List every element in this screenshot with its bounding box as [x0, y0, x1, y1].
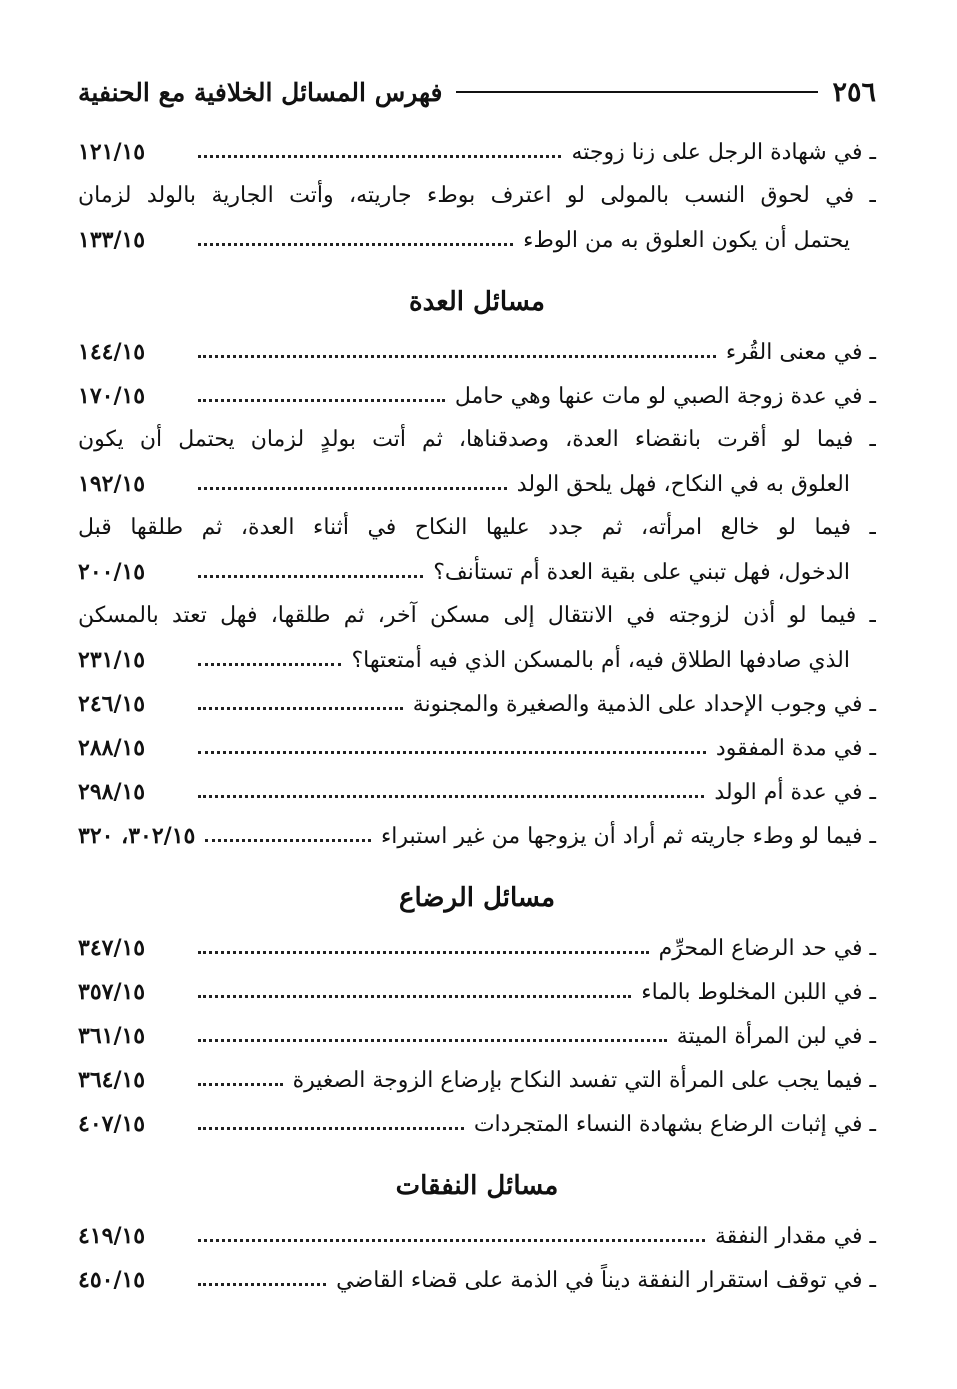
entry-text: ـ في إثبات الرضاع بشهادة النساء المتجردات: [473, 1112, 876, 1137]
index-entry: [78, 462, 876, 506]
dot-leader: [205, 839, 371, 842]
entry-text: العلوق به في النكاح، فهل يلحق الولد: [516, 472, 850, 497]
dot-leader: [198, 355, 716, 358]
entry-text: ـ في وجوب الإحداد على الذمية والصغيرة والمجنونة: [412, 692, 876, 717]
index-entry: [78, 374, 876, 418]
entry-text: ـ في عدة أم الولد: [714, 780, 876, 805]
entry-line: ـ في لحوق النسب بالمولى لو اعترف بوطء جاريته، وأتت الجارية بالولد لزمان: [78, 183, 876, 208]
entry-page-ref: ٣٦١/١٥: [78, 1023, 146, 1049]
index-entry: [78, 1014, 876, 1058]
index-entry: [78, 1214, 876, 1258]
entry-page-ref: ٢٤٦/١٥: [78, 691, 146, 717]
entry-text: الدخول، فهل تبني على بقية العدة أم تستأنف؟: [433, 560, 850, 585]
entry-page-ref: ٣٤٧/١٥: [78, 935, 146, 961]
dot-leader: [198, 995, 631, 998]
entry-text: ـ في توقف استقرار النفقة ديناً في الذمة على قضاء القاضي: [336, 1268, 876, 1293]
dot-leader: [198, 1127, 464, 1130]
dot-leader: [198, 243, 513, 246]
dot-leader: [198, 399, 445, 402]
entry-text: ـ في معنى القُرء: [725, 340, 876, 365]
dot-leader: [198, 1083, 283, 1086]
entry-page-ref: ٢٠٠/١٥: [78, 559, 146, 585]
header-title: فهرس المسائل الخلافية مع الحنفية: [78, 77, 443, 107]
entry-page-ref: ٣٥٧/١٥: [78, 979, 146, 1005]
dot-leader: [198, 1039, 667, 1042]
index-entry: [78, 330, 876, 374]
entry-text: ـ في اللبن المخلوط بالماء: [641, 980, 876, 1005]
dot-leader: [198, 575, 423, 578]
index-entry: [78, 130, 876, 174]
index-entry: [78, 1258, 876, 1302]
entry-text: يحتمل أن يكون العلوق به من الوطء: [523, 228, 850, 253]
dot-leader: [198, 951, 649, 954]
index-entry: [78, 1058, 876, 1102]
dot-leader: [198, 751, 706, 754]
dot-leader: [198, 1283, 326, 1286]
entry-text: ـ في مدة المفقود: [715, 736, 876, 761]
entry-text: ـ في حد الرضاع المحرِّم: [658, 936, 876, 961]
dot-leader: [198, 155, 561, 158]
entry-page-ref: ١٧٠/١٥: [78, 383, 146, 409]
index-entry: [78, 1102, 876, 1146]
entry-page-ref: ٢٨٨/١٥: [78, 735, 146, 761]
index-entry: [78, 726, 876, 770]
section-heading-nafaqat: مسائل النفقات: [395, 1171, 559, 1201]
index-entry: [78, 550, 876, 594]
entry-page-ref: ٣٠٢/١٥، ٣٢٠: [78, 823, 196, 849]
section-heading-idda: مسائل العدة: [409, 287, 545, 317]
entry-text: ـ فيما لو وطء جاريته ثم أراد أن يزوجها من غير استبراء: [380, 824, 876, 849]
entry-page-ref: ٤٠٧/١٥: [78, 1111, 146, 1137]
entry-text: الذي صادفها الطلاق فيه، أم بالمسكن الذي فيه أمتعتها؟: [351, 648, 850, 673]
section-heading-rada: مسائل الرضاع: [398, 883, 556, 913]
entry-page-ref: ١٢١/١٥: [78, 139, 146, 165]
entry-page-ref: ٢٣١/١٥: [78, 647, 146, 673]
index-entry: [78, 970, 876, 1014]
entry-text: ـ في شهادة الرجل على زنا زوجته: [571, 140, 876, 165]
entry-page-ref: ١٩٢/١٥: [78, 471, 146, 497]
index-content: [78, 130, 876, 1302]
running-header: [78, 72, 876, 112]
entry-page-ref: ٣٦٤/١٥: [78, 1067, 146, 1093]
index-entry: [78, 926, 876, 970]
dot-leader: [198, 487, 507, 490]
index-entry: [78, 638, 876, 682]
index-entry: [78, 682, 876, 726]
entry-line: ـ فيما لو خالع امرأته، ثم جدد عليها النكاح في أثناء العدة، ثم طلقها قبل: [78, 515, 876, 540]
entry-page-ref: ١٤٤/١٥: [78, 339, 146, 365]
index-entry: [78, 814, 876, 858]
entry-text: ـ في لبن المرأة الميتة: [676, 1024, 876, 1049]
header-rule: [456, 91, 818, 93]
entry-page-ref: ٢٩٨/١٥: [78, 779, 146, 805]
entry-page-ref: ٤٥٠/١٥: [78, 1267, 146, 1293]
index-entry: [78, 218, 876, 262]
dot-leader: [198, 795, 704, 798]
dot-leader: [198, 707, 403, 710]
entry-page-ref: ٤١٩/١٥: [78, 1223, 146, 1249]
page-number: ٢٥٦: [832, 76, 876, 108]
entry-text: ـ في مقدار النفقة: [715, 1224, 876, 1249]
entry-line: ـ فيما لو أقرت بانقضاء العدة، وصدقناها، ثم أتت بولدٍ لزمان يحتمل أن يكون: [78, 427, 876, 452]
entry-text: ـ في عدة زوجة الصبي لو مات عنها وهي حامل: [454, 384, 876, 409]
entry-page-ref: ١٣٣/١٥: [78, 227, 146, 253]
dot-leader: [198, 1239, 705, 1242]
dot-leader: [198, 663, 341, 666]
index-entry: [78, 770, 876, 814]
entry-text: ـ فيما يجب على المرأة التي تفسد النكاح بإرضاع الزوجة الصغيرة: [292, 1068, 876, 1093]
entry-line: ـ فيما لو أذن لزوجته في الانتقال إلى مسكن آخر، ثم طلقها، فهل تعتد بالمسكن: [78, 603, 876, 628]
